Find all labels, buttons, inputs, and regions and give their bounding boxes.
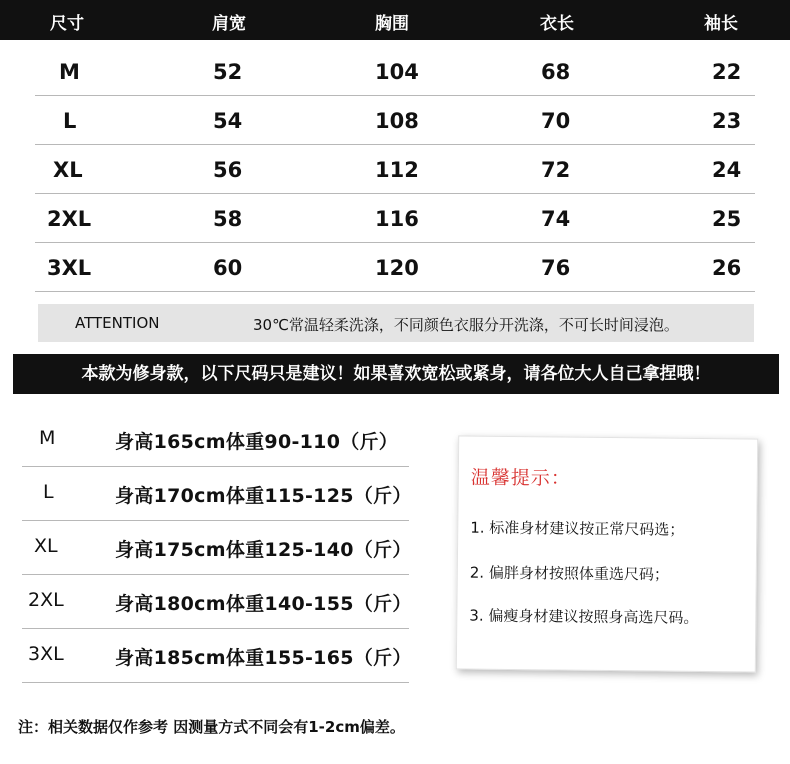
care-instructions: 30℃常温轻柔洗涤，不同颜色衣服分开洗涤，不可长时间浸泡。 <box>253 316 679 334</box>
cell-size: 3XL <box>47 256 92 280</box>
cell-size: L <box>63 109 77 133</box>
cell-shoulder: 54 <box>213 109 243 133</box>
header-length: 衣长 <box>540 14 574 34</box>
header-chest: 胸围 <box>375 14 409 34</box>
size-row-2xl <box>35 194 755 243</box>
cell-size: 2XL <box>47 207 92 231</box>
cell-chest: 112 <box>375 158 419 182</box>
cell-shoulder: 52 <box>213 60 243 84</box>
cell-sleeve: 23 <box>712 109 742 133</box>
cell-chest: 120 <box>375 256 419 280</box>
recommend-row-2xl <box>22 575 412 629</box>
cell-sleeve: 25 <box>712 207 742 231</box>
footnote: 注：相关数据仅作参考 因测量方式不同会有1-2cm偏差。 <box>18 718 405 736</box>
attention-label: ATTENTION <box>75 314 160 332</box>
recommend-text: 身高170cm体重115-125（斤） <box>115 485 412 507</box>
size-table-header <box>0 0 790 40</box>
recommend-size: 2XL <box>28 589 64 611</box>
recommend-row-l <box>22 467 412 521</box>
size-row-l <box>35 96 755 145</box>
cell-length: 74 <box>541 207 571 231</box>
slim-fit-notice: 本款为修身款，以下尺码只是建议！如果喜欢宽松或紧身，请各位大人自己拿捏哦！ <box>13 354 779 394</box>
cell-length: 70 <box>541 109 571 133</box>
tips-title: 温馨提示： <box>470 466 571 490</box>
recommend-row-xl <box>22 521 412 575</box>
tip-item: 2. 偏胖身材按照体重选尺码； <box>469 563 669 584</box>
recommend-size: 3XL <box>28 643 64 665</box>
cell-chest: 104 <box>375 60 419 84</box>
header-size: 尺寸 <box>50 14 84 34</box>
recommend-text: 身高180cm体重140-155（斤） <box>115 593 412 615</box>
cell-length: 76 <box>541 256 571 280</box>
recommend-size: L <box>43 481 54 503</box>
cell-sleeve: 24 <box>712 158 742 182</box>
size-row-m <box>35 47 755 96</box>
header-shoulder: 肩宽 <box>212 14 246 34</box>
cell-chest: 108 <box>375 109 419 133</box>
tip-item: 1. 标准身材建议按正常尺码选； <box>470 518 685 539</box>
tip-item: 3. 偏瘦身材建议按照身高选尺码。 <box>469 606 699 627</box>
recommend-text: 身高185cm体重155-165（斤） <box>115 647 412 669</box>
size-row-3xl <box>35 243 755 292</box>
cell-shoulder: 58 <box>213 207 243 231</box>
recommend-text: 身高165cm体重90-110（斤） <box>115 431 399 453</box>
cell-sleeve: 22 <box>712 60 742 84</box>
cell-size: XL <box>53 158 83 182</box>
recommend-size: M <box>39 427 56 449</box>
cell-chest: 116 <box>375 207 419 231</box>
cell-shoulder: 56 <box>213 158 243 182</box>
size-row-xl <box>35 145 755 194</box>
recommend-row-m <box>22 413 409 467</box>
cell-shoulder: 60 <box>213 256 243 280</box>
header-sleeve: 袖长 <box>704 14 738 34</box>
recommend-text: 身高175cm体重125-140（斤） <box>115 539 412 561</box>
attention-band <box>38 304 754 342</box>
recommend-row-3xl <box>22 629 412 683</box>
cell-length: 68 <box>541 60 571 84</box>
tips-card <box>456 435 758 672</box>
cell-length: 72 <box>541 158 571 182</box>
cell-sleeve: 26 <box>712 256 742 280</box>
recommend-size: XL <box>34 535 58 557</box>
cell-size: M <box>59 60 80 84</box>
